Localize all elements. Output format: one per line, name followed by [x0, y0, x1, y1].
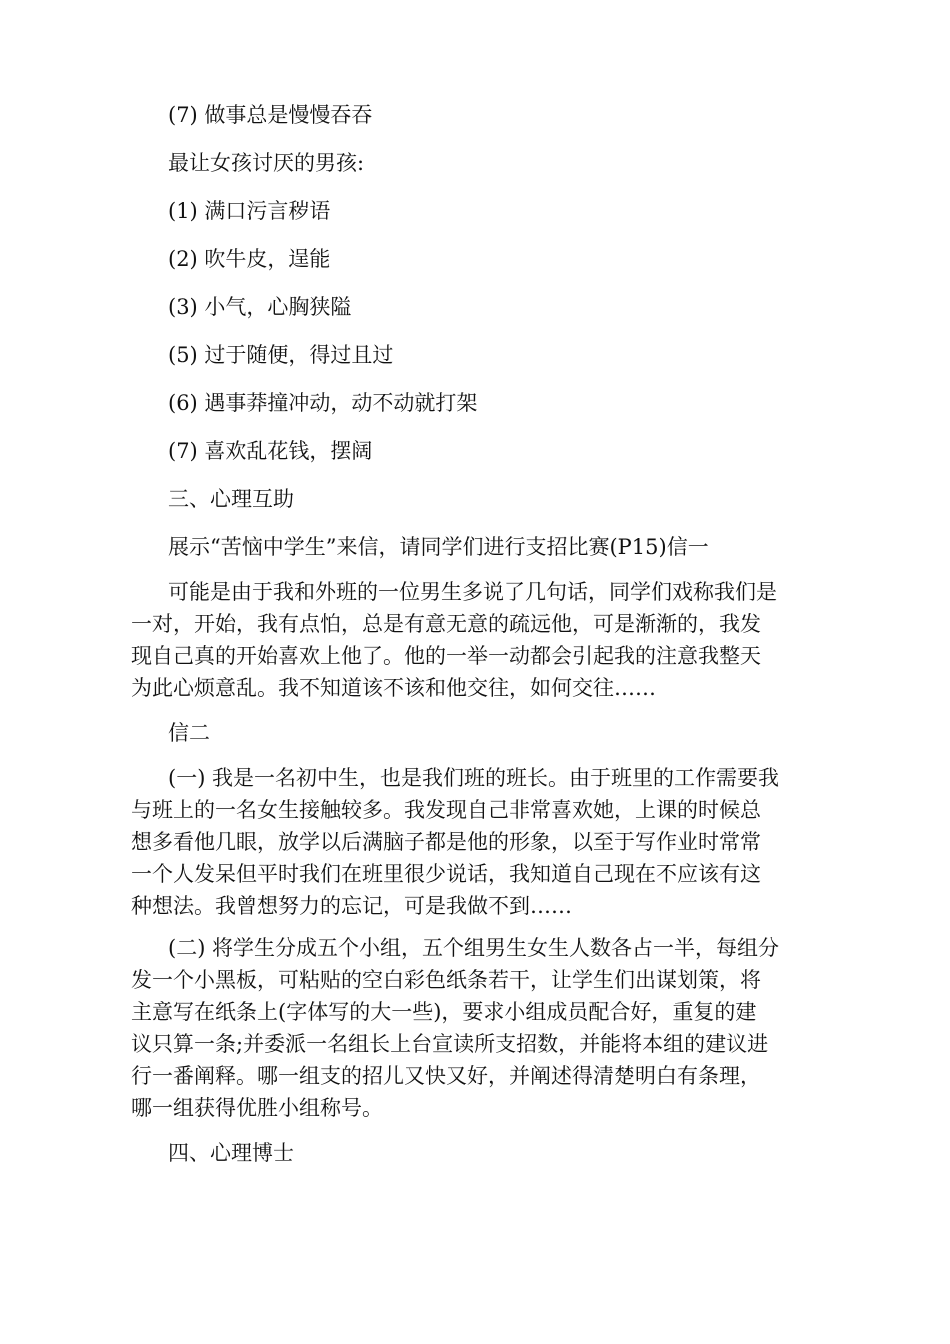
para-line: (二) 将学生分成五个小组，五个组男生女生人数各占一半，每组分 — [168, 936, 780, 960]
para-line: 主意写在纸条上(字体写的大一些)，要求小组成员配合好，重复的建 — [131, 1000, 757, 1024]
para-line: 与班上的一名女生接触较多。我发现自己非常喜欢她，上课的时候总 — [131, 798, 761, 822]
para-line: 发一个小黑板，可粘贴的空白彩色纸条若干，让学生们出谋划策，将 — [131, 968, 761, 992]
letter-one-paragraph — [131, 576, 831, 704]
para-line: 想多看他几眼，放学以后满脑子都是他的形象，以至于写作业时常常 — [131, 830, 761, 854]
text-line: (3) 小气，心胸狭隘 — [168, 295, 352, 319]
text-line: (2) 吹牛皮，逞能 — [168, 247, 331, 271]
letter-two-paragraph — [131, 762, 831, 922]
document-page — [131, 96, 831, 1182]
para-line: 现自己真的开始喜欢上他了。他的一举一动都会引起我的注意我整天 — [131, 644, 761, 668]
letter-two-title: 信二 — [168, 721, 210, 745]
text-line: (6) 遇事莽撞冲动，动不动就打架 — [168, 391, 478, 415]
para-line: 一个人发呆但平时我们在班里很少说话，我知道自己现在不应该有这 — [131, 862, 761, 886]
para-line: 可能是由于我和外班的一位男生多说了几句话，同学们戏称我们是 — [168, 580, 777, 604]
section-heading: 三、心理互助 — [168, 487, 294, 511]
text-line: (1) 满口污言秽语 — [168, 199, 331, 223]
group-activity-paragraph — [131, 932, 831, 1124]
para-line: 为此心烦意乱。我不知道该不该和他交往，如何交往…… — [131, 676, 656, 700]
text-line: (5) 过于随便，得过且过 — [168, 343, 394, 367]
para-line: 一对，开始，我有点怕，总是有意无意的疏远他，可是渐渐的，我发 — [131, 612, 761, 636]
text-line: (7) 做事总是慢慢吞吞 — [168, 103, 373, 127]
text-line: 展示“苦恼中学生”来信，请同学们进行支招比赛(P15)信一 — [168, 535, 709, 559]
text-line: 最让女孩讨厌的男孩: — [168, 151, 365, 175]
para-line: 种想法。我曾想努力的忘记，可是我做不到…… — [131, 894, 572, 918]
para-line: 议只算一条;并委派一名组长上台宣读所支招数，并能将本组的建议进 — [131, 1032, 769, 1056]
text-line: (7) 喜欢乱花钱，摆阔 — [168, 439, 373, 463]
para-line: 行一番阐释。哪一组支的招儿又快又好，并阐述得清楚明白有条理， — [131, 1064, 761, 1088]
para-line: (一) 我是一名初中生，也是我们班的班长。由于班里的工作需要我 — [168, 766, 780, 790]
para-line: 哪一组获得优胜小组称号。 — [131, 1096, 383, 1120]
section-heading: 四、心理博士 — [168, 1141, 294, 1165]
